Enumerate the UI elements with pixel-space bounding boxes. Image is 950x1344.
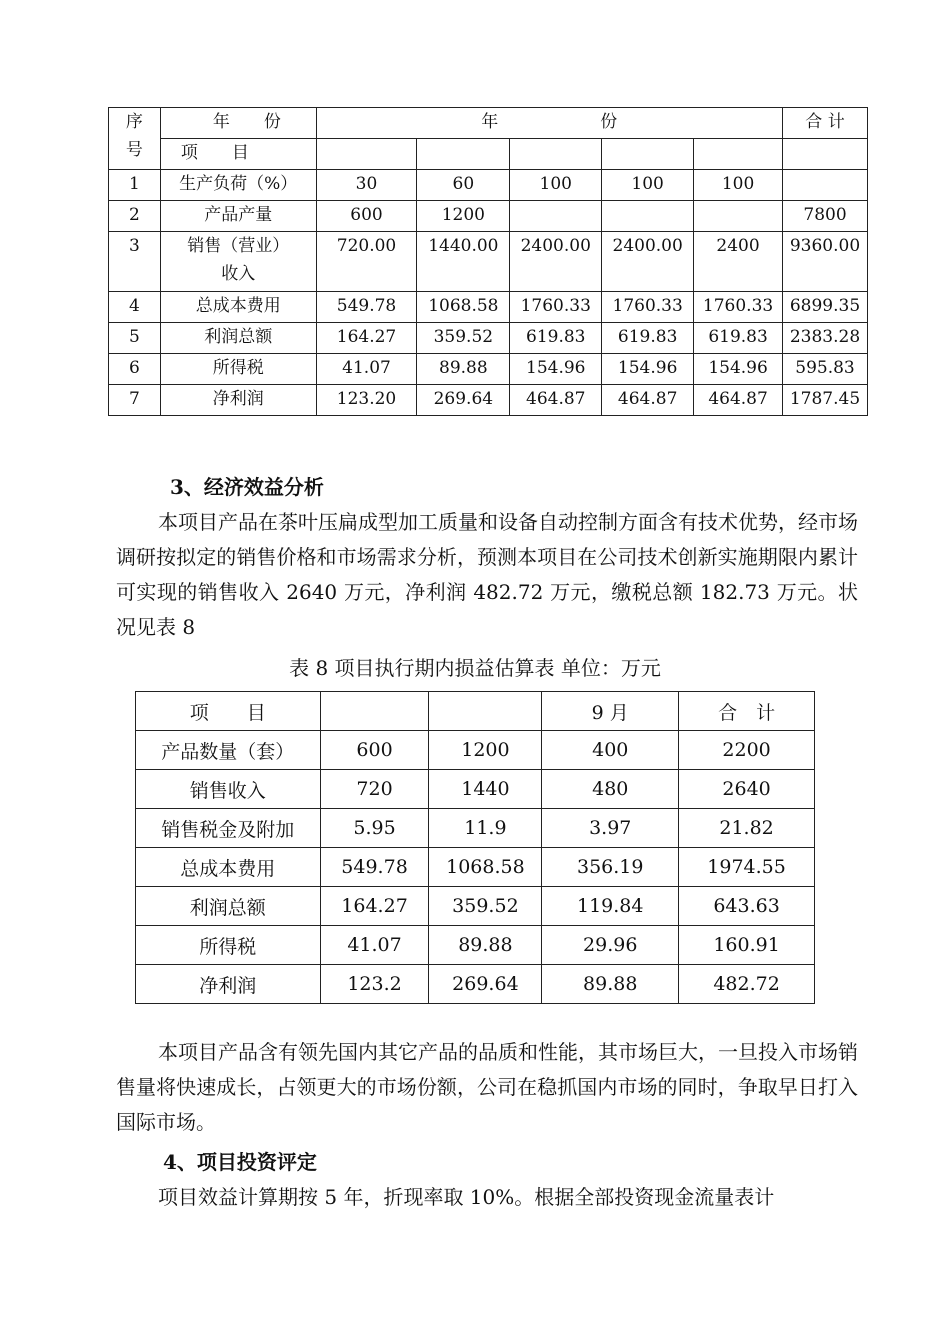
row-no: 2	[109, 201, 161, 232]
row-value: 154.96	[510, 354, 602, 385]
row-no: 7	[109, 385, 161, 416]
row-total: 7800	[783, 201, 868, 232]
row-value: 164.27	[320, 887, 429, 926]
table-row	[136, 848, 815, 887]
row-value: 720.00	[316, 232, 417, 292]
row-value: 1760.33	[510, 292, 602, 323]
row-value: 464.87	[510, 385, 602, 416]
row-value	[694, 201, 783, 232]
row-value: 1200	[429, 731, 542, 770]
row-value: 1440	[429, 770, 542, 809]
year-cell-blank	[316, 139, 417, 170]
diag-header-year: 年 份	[160, 108, 316, 139]
row-total	[783, 170, 868, 201]
row-value: 123.2	[320, 965, 429, 1004]
year-cell-blank	[417, 139, 510, 170]
row-no: 1	[109, 170, 161, 201]
row-item: 所得税	[160, 354, 316, 385]
row-item: 利润总额	[136, 887, 321, 926]
row-value: 1200	[417, 201, 510, 232]
row-item	[160, 232, 316, 292]
row-item: 所得税	[136, 926, 321, 965]
header-cell: 合 计	[679, 692, 815, 731]
row-value: 1440.00	[417, 232, 510, 292]
row-value: 1760.33	[602, 292, 694, 323]
row-value: 2400.00	[602, 232, 694, 292]
row-total: 2200	[679, 731, 815, 770]
profit-table-1	[108, 107, 868, 416]
table-row	[136, 887, 815, 926]
header-cell: 9 月	[542, 692, 679, 731]
row-value: 60	[417, 170, 510, 201]
row-total: 1974.55	[679, 848, 815, 887]
table-row	[136, 770, 815, 809]
profit-loss-table	[135, 691, 815, 1004]
row-item: 净利润	[136, 965, 321, 1004]
row-value: 720	[320, 770, 429, 809]
row-item: 产品产量	[160, 201, 316, 232]
year-header: 年 份	[316, 108, 782, 139]
seq-header-line2: 号	[125, 140, 143, 160]
table-row	[136, 926, 815, 965]
table-row	[109, 292, 868, 323]
row-value: 1068.58	[429, 848, 542, 887]
row-value: 123.20	[316, 385, 417, 416]
table-row	[136, 809, 815, 848]
table-row	[109, 232, 868, 292]
row-value: 41.07	[320, 926, 429, 965]
row-item: 总成本费用	[136, 848, 321, 887]
row-no: 4	[109, 292, 161, 323]
row-value: 100	[602, 170, 694, 201]
row-value: 5.95	[320, 809, 429, 848]
row-item-line2: 收入	[221, 264, 256, 284]
row-value: 2400	[694, 232, 783, 292]
seq-header-line1: 序	[125, 112, 143, 132]
row-total: 9360.00	[783, 232, 868, 292]
table-row	[109, 385, 868, 416]
row-item-line1: 销售（营业）	[187, 236, 290, 256]
row-value: 1760.33	[694, 292, 783, 323]
row-value: 600	[320, 731, 429, 770]
row-total: 6899.35	[783, 292, 868, 323]
table-row	[109, 323, 868, 354]
row-value: 11.9	[429, 809, 542, 848]
row-total: 2640	[679, 770, 815, 809]
row-value: 269.64	[417, 385, 510, 416]
section-heading: 3、经济效益分析	[170, 475, 324, 499]
row-no: 5	[109, 323, 161, 354]
year-cell-blank	[602, 139, 694, 170]
row-value: 30	[316, 170, 417, 201]
row-item: 利润总额	[160, 323, 316, 354]
row-item: 销售收入	[136, 770, 321, 809]
table-row	[136, 731, 815, 770]
row-value: 3.97	[542, 809, 679, 848]
row-value: 619.83	[602, 323, 694, 354]
row-value: 480	[542, 770, 679, 809]
row-value: 1068.58	[417, 292, 510, 323]
row-no: 3	[109, 232, 161, 292]
body-paragraph: 本项目产品在茶叶压扁成型加工质量和设备自动控制方面含有技术优势，经市场调研按拟定的销售价格和市场需求分析，预测本项目在公司技术创新实施期限内累计可实现的销售收入 2640 万元，净利润 482.72 万元，缴税总额 182.73 万元。状况见表 8	[116, 510, 858, 639]
row-value: 89.88	[542, 965, 679, 1004]
row-total: 160.91	[679, 926, 815, 965]
table-row	[109, 201, 868, 232]
diag-header-item: 项 目	[160, 139, 316, 170]
row-no: 6	[109, 354, 161, 385]
row-total: 595.83	[783, 354, 868, 385]
row-value: 600	[316, 201, 417, 232]
row-item: 总成本费用	[160, 292, 316, 323]
row-value: 41.07	[316, 354, 417, 385]
row-total: 2383.28	[783, 323, 868, 354]
row-value: 400	[542, 731, 679, 770]
table-row	[109, 354, 868, 385]
row-value: 2400.00	[510, 232, 602, 292]
row-value	[510, 201, 602, 232]
row-value: 154.96	[602, 354, 694, 385]
seq-header-cell	[109, 108, 161, 170]
row-item: 生产负荷（%）	[160, 170, 316, 201]
row-item: 销售税金及附加	[136, 809, 321, 848]
year-cell-blank	[510, 139, 602, 170]
row-value: 119.84	[542, 887, 679, 926]
body-paragraph: 项目效益计算期按 5 年，折现率取 10%。根据全部投资现金流量表计	[158, 1185, 775, 1209]
row-total: 482.72	[679, 965, 815, 1004]
row-value: 359.52	[417, 323, 510, 354]
body-paragraph: 本项目产品含有领先国内其它产品的品质和性能，其市场巨大，一旦投入市场销售量将快速成长，占领更大的市场份额，公司在稳抓国内市场的同时，争取早日打入国际市场。	[116, 1040, 858, 1134]
header-cell	[320, 692, 429, 731]
table-header-row	[136, 692, 815, 731]
row-item: 产品数量（套）	[136, 731, 321, 770]
total-header: 合 计	[783, 108, 868, 139]
header-cell	[429, 692, 542, 731]
row-total: 21.82	[679, 809, 815, 848]
row-value: 356.19	[542, 848, 679, 887]
row-value: 100	[510, 170, 602, 201]
section-heading: 4、项目投资评定	[163, 1150, 317, 1174]
row-total: 643.63	[679, 887, 815, 926]
header-cell: 项 目	[136, 692, 321, 731]
table-row	[136, 965, 815, 1004]
row-value: 464.87	[694, 385, 783, 416]
row-value: 29.96	[542, 926, 679, 965]
row-value: 154.96	[694, 354, 783, 385]
row-value: 89.88	[429, 926, 542, 965]
row-value: 549.78	[320, 848, 429, 887]
row-value: 619.83	[694, 323, 783, 354]
row-value	[602, 201, 694, 232]
row-value: 269.64	[429, 965, 542, 1004]
row-value: 359.52	[429, 887, 542, 926]
row-value: 619.83	[510, 323, 602, 354]
total-cell-blank	[783, 139, 868, 170]
table-row	[109, 170, 868, 201]
table-caption: 表 8 项目执行期内损益估算表 单位：万元	[289, 656, 661, 680]
year-cell-blank	[694, 139, 783, 170]
row-value: 464.87	[602, 385, 694, 416]
row-value: 100	[694, 170, 783, 201]
row-value: 164.27	[316, 323, 417, 354]
row-total: 1787.45	[783, 385, 868, 416]
row-value: 549.78	[316, 292, 417, 323]
row-value: 89.88	[417, 354, 510, 385]
row-item: 净利润	[160, 385, 316, 416]
